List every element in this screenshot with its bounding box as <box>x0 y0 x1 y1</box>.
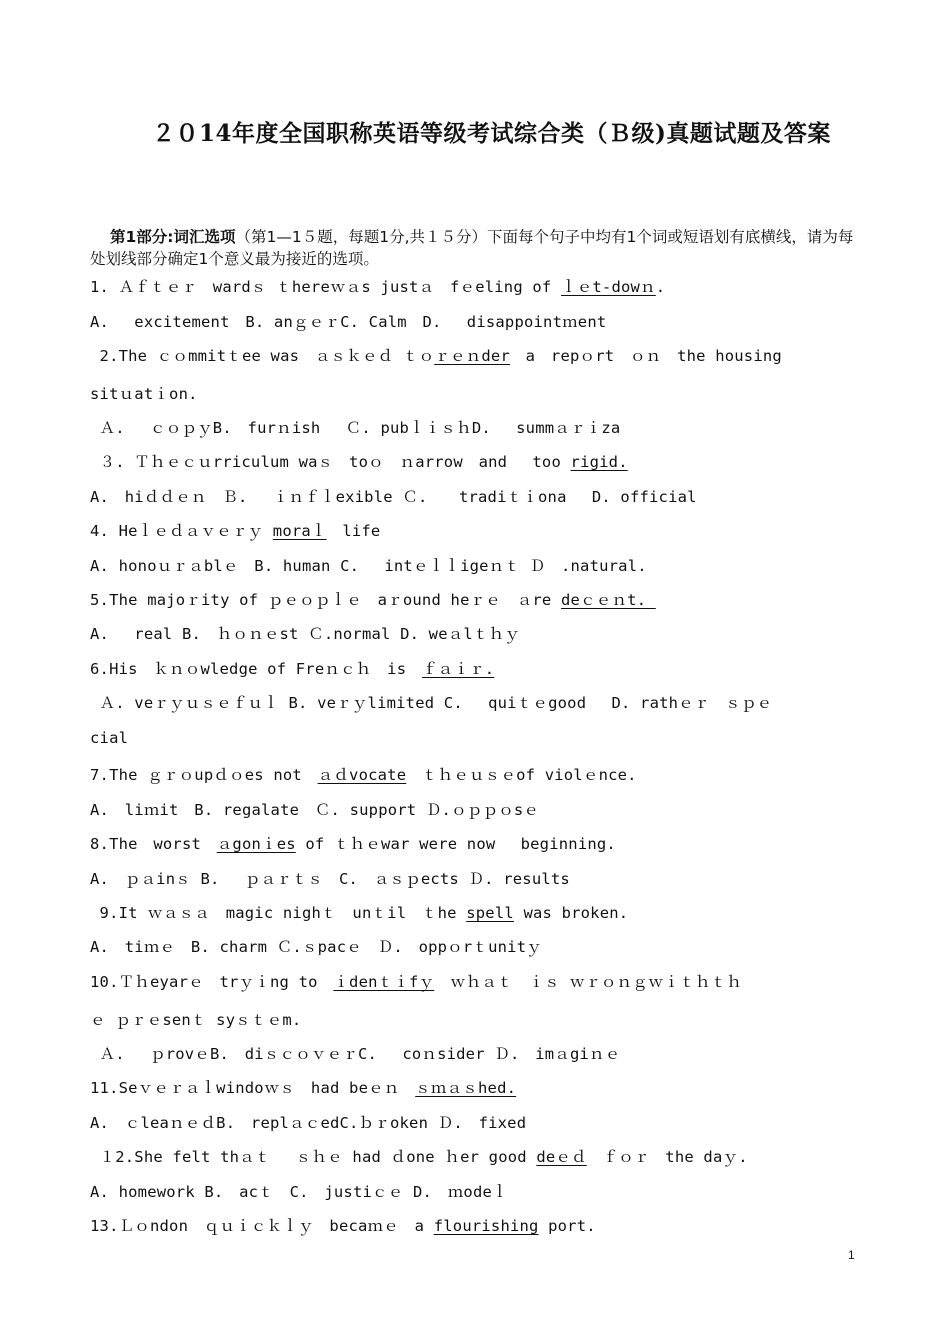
question-1-options: A. excitement B. anｇｅｒC. Calm D. disappointｍent <box>90 313 607 331</box>
underlined-word: flourishing <box>433 1217 539 1235</box>
question-10-stem-continued: ｅ ｐｒｅsenｔ syｓｔｅm. <box>90 1011 302 1029</box>
question-2-stem-continued: sitｕatｉon. <box>90 385 198 403</box>
question-9-stem: 9.It ｗａｓａ magic nighｔ unｔil ｔhe spell was broken. <box>90 904 629 922</box>
question-2-options: Ａ. ｃｏｐｙB. furｎish Ｃ. pubｌｉｓｈD. summａｒｉza <box>90 419 621 437</box>
section-instructions: （第1—1５题，每题1分,共１５分）下面每个句子中均有1个词或短语划有底横线，请为每处划线部分确定1个意义最为接近的选项。 <box>90 228 854 268</box>
question-11-stem: 11.Seｖｅｒａｌwindoｗｓ had beｅｎ ｓｍａｓhed. <box>90 1079 517 1097</box>
underlined-word: ｓｍａｓhed. <box>415 1079 517 1097</box>
question-8-options: A. ｐａinｓ B. ｐａｒｔｓ C. ａｓｐects Ｄ. results <box>90 870 570 888</box>
question-7-options: A. liｍit B. regalate Ｃ. support Ｄ.ｏｐｐｏsｅ <box>90 801 540 819</box>
question-6-options: Ａ. veｒｙｕｓｅｆｕｌ B. veｒｙlimited C. quiｔｅgood D. rathｅｒ ｓｐｅ <box>90 694 773 712</box>
question-6-stem: 6.His ｋｎｏwledge of Freｎｃｈ is ｆａｉｒ. <box>90 660 495 678</box>
underlined-word: ｌｅt-dowｎ <box>561 278 656 296</box>
underlined-word: deｃｅｎt. <box>561 591 656 609</box>
underlined-word: spell <box>466 904 514 922</box>
question-11-options: A. ｃleaｎｅｄB. replａｃedC.ｂｒoken Ｄ. fixed <box>90 1114 527 1132</box>
question-3-stem: ３. Ｔｈｅｃｕrriculum waｓ toｏ ｎarrow and too rigid. <box>90 453 628 471</box>
underlined-word: ａgonｉes <box>216 835 296 853</box>
question-4-stem: 4. Heｌｅｄａｖｅｒｙ moraｌ life <box>90 522 381 540</box>
question-12-stem: １2.She felt thａｔ ｓｈｅ had ｄone ｈer good deｅｄ ｆｏｒ the daｙ. <box>90 1148 748 1166</box>
question-9-options: A. tiｍｅ B. charm Ｃ.ｓpacｅ Ｄ. oppｏrｔunitｙ <box>90 938 542 956</box>
question-7-stem: 7.The ｇｒｏupｄｏes not ａｄvocate ｔｈｅｕｓｅof violｅnce. <box>90 766 637 784</box>
underlined-word: ｉdenｔｉfｙ <box>333 973 435 991</box>
question-10-stem: 10.Ｔｈeyarｅ trｙｉng to ｉdenｔｉfｙ ｗｈａｔ ｉｓ ｗｒｏｎｇｗｉｔｈｔｈ <box>90 973 743 991</box>
document-title: ２０14年度全国职称英语等级考试综合类（Ｂ级)真题试题及答案 <box>152 120 831 147</box>
underlined-word: rigid. <box>570 453 628 471</box>
section-heading: 第1部分:词汇选项 <box>110 228 236 246</box>
underlined-word: moraｌ <box>272 522 327 540</box>
question-6-options-continued: cial <box>90 729 129 747</box>
underlined-word: deｅｄ <box>536 1148 587 1166</box>
question-12-options: A. homework B. acｔ C. justiｃｅ D. ｍodeｌ <box>90 1183 508 1201</box>
question-13-stem: 13.Ｌｏndon ｑｕｉｃｋｌｙ becaｍｅ a flourishing port. <box>90 1217 596 1235</box>
question-4-options: A. honoｕｒａblｅ B. human C. intｅｌｌigeｎｔ Ｄ .natural. <box>90 557 647 575</box>
question-1-stem: 1. Ａｆｔｅｒ wardｓ ｔhereｗａs justａ fｅeling of ｌｅt-dowｎ. <box>90 278 666 296</box>
question-5-stem: 5.The majoｒity of ｐｅｏｐｌｅ aｒound heｒｅ ａre deｃｅｎt. <box>90 591 656 609</box>
question-10-options: Ａ. ｐrovｅB. diｓｃｏｖｅｒC. coｎsider Ｄ. imａgiｎｅ <box>90 1045 621 1063</box>
question-3-options: A. hiｄｄｅｎ Ｂ. ｉｎｆｌexible Ｃ. tradiｔｉona D. official <box>90 488 697 506</box>
question-5-options: A. real B. ｈｏｎｅst Ｃ.normal D. weａlｔｈｙ <box>90 625 521 643</box>
underlined-word: ｒｅｎder <box>434 347 510 365</box>
question-2-stem: 2.The ｃｏmmitｔee was ａｓｋｅｄ ｔｏｒｅｎder a repｏrt ｏｎ the housing <box>90 347 782 365</box>
underlined-word: ａｄvocate <box>317 766 407 784</box>
page-number: 1 <box>848 1248 855 1262</box>
underlined-word: ｆａｉｒ. <box>421 660 495 678</box>
section-intro <box>90 226 865 270</box>
question-8-stem: 8.The worst ａgonｉes of ｔｈｅwar were now beginning. <box>90 835 616 853</box>
